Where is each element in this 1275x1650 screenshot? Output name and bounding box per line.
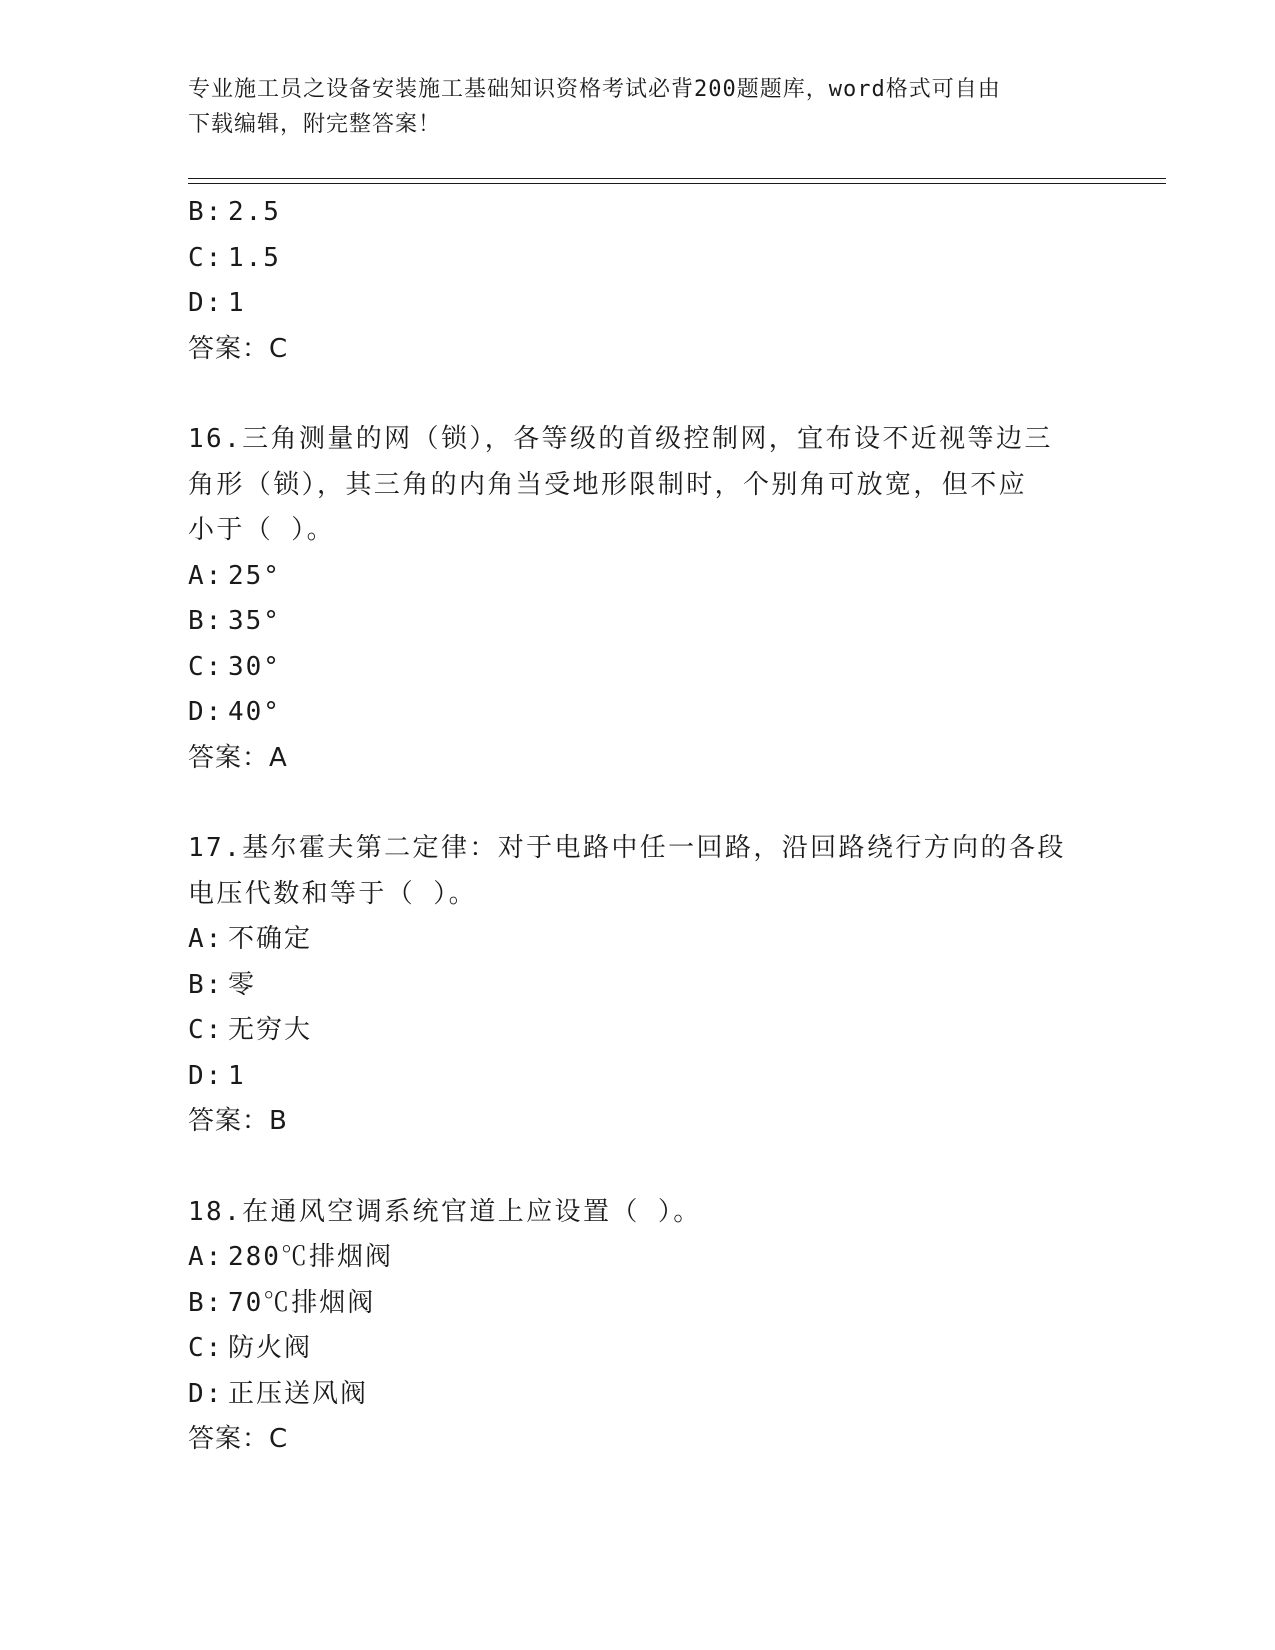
option-c bbox=[188, 1008, 1088, 1054]
option-d bbox=[188, 1054, 1088, 1100]
header-divider-bottom bbox=[188, 183, 1166, 184]
question-stem-line: 17.基尔霍夫第二定律：对于电路中任一回路，沿回路绕行方向的各段 bbox=[188, 833, 1066, 863]
option-b bbox=[188, 599, 1088, 645]
option-key: C: bbox=[188, 1015, 224, 1045]
answer-line: 答案：A bbox=[188, 742, 288, 773]
option-key: B: bbox=[188, 969, 224, 1000]
option-text: 不确定 bbox=[228, 924, 313, 954]
option-text: 35° bbox=[228, 606, 281, 636]
option-key: C: bbox=[188, 242, 224, 273]
question-stem-line: 16.三角测量的网（锁），各等级的首级控制网，宜布设不近视等边三 bbox=[188, 424, 1053, 454]
option-text: 1 bbox=[228, 288, 246, 318]
option-key: A: bbox=[188, 924, 224, 954]
spacer bbox=[188, 781, 1088, 826]
spacer bbox=[188, 1145, 1088, 1190]
option-text: 零 bbox=[228, 969, 257, 1000]
option-text: 防火阀 bbox=[228, 1333, 313, 1363]
question-17 bbox=[188, 826, 1088, 1145]
option-text: 正压送风阀 bbox=[228, 1378, 369, 1409]
question-stem-line: 角形（锁），其三角的内角当受地形限制时，个别角可放宽，但不应 bbox=[188, 469, 1028, 500]
option-c bbox=[188, 1326, 1088, 1372]
option-text: 2.5 bbox=[228, 197, 281, 227]
option-key: A: bbox=[188, 560, 224, 591]
question-15-tail bbox=[188, 190, 1088, 372]
document-header bbox=[188, 72, 1088, 142]
option-text: 1.5 bbox=[228, 242, 281, 273]
question-stem-line: 18.在通风空调系统官道上应设置（ ）。 bbox=[188, 1196, 702, 1227]
answer-line: 答案：B bbox=[188, 1106, 288, 1136]
option-b bbox=[188, 190, 1088, 236]
option-d bbox=[188, 281, 1088, 327]
answer-line: 答案：C bbox=[188, 333, 289, 364]
question-stem-line: 小于（ ）。 bbox=[188, 515, 336, 545]
option-a bbox=[188, 1235, 1088, 1281]
option-key: B: bbox=[188, 606, 224, 636]
question-list bbox=[188, 190, 1088, 1463]
spacer bbox=[188, 372, 1088, 417]
option-key: D: bbox=[188, 288, 224, 318]
option-b bbox=[188, 1281, 1088, 1327]
option-text: 280℃排烟阀 bbox=[228, 1242, 393, 1272]
option-a bbox=[188, 554, 1088, 600]
option-text: 70℃排烟阀 bbox=[228, 1287, 376, 1318]
option-key: D: bbox=[188, 1060, 224, 1091]
option-d bbox=[188, 1372, 1088, 1418]
option-text: 1 bbox=[228, 1060, 246, 1091]
option-key: D: bbox=[188, 1378, 224, 1409]
option-text: 25° bbox=[228, 560, 281, 591]
option-key: D: bbox=[188, 697, 224, 727]
option-c bbox=[188, 645, 1088, 691]
option-c bbox=[188, 236, 1088, 282]
option-key: C: bbox=[188, 651, 224, 682]
header-divider-top bbox=[188, 178, 1166, 179]
option-d bbox=[188, 690, 1088, 736]
header-line-1: 专业施工员之设备安装施工基础知识资格考试必背200题题库，word格式可自由 bbox=[188, 77, 1001, 102]
option-key: C: bbox=[188, 1333, 224, 1363]
option-key: B: bbox=[188, 197, 224, 227]
answer-line: 答案：C bbox=[188, 1424, 289, 1454]
option-a bbox=[188, 917, 1088, 963]
question-stem-line: 电压代数和等于（ ）。 bbox=[188, 878, 478, 909]
option-text: 40° bbox=[228, 697, 281, 727]
option-text: 无穷大 bbox=[228, 1015, 313, 1045]
header-line-2: 下载编辑，附完整答案！ bbox=[188, 112, 442, 137]
option-key: A: bbox=[188, 1242, 224, 1272]
option-key: B: bbox=[188, 1287, 224, 1318]
question-16 bbox=[188, 417, 1088, 781]
question-18 bbox=[188, 1190, 1088, 1463]
option-text: 30° bbox=[228, 651, 281, 682]
option-b bbox=[188, 963, 1088, 1009]
